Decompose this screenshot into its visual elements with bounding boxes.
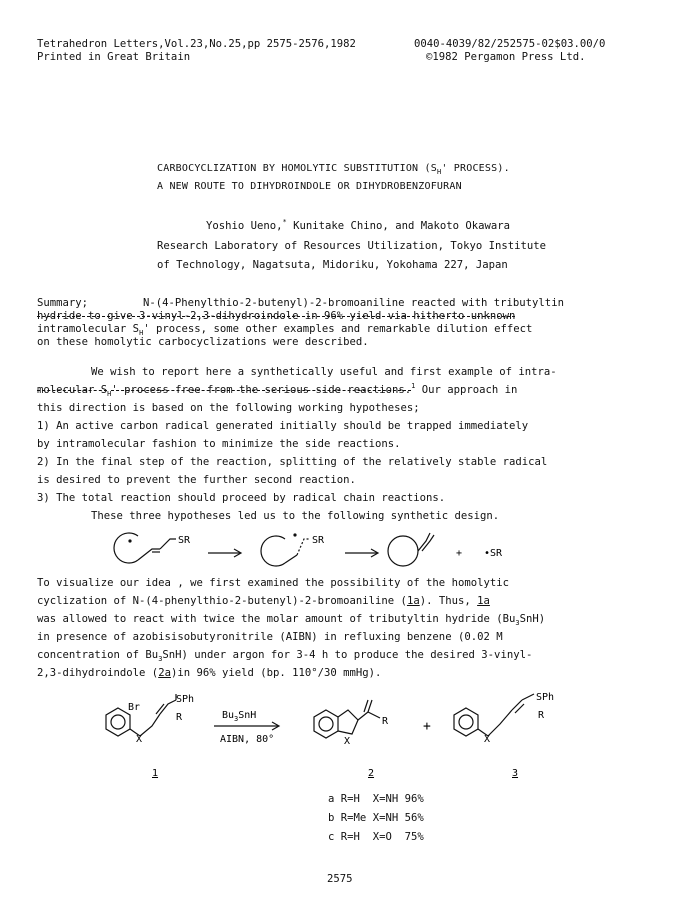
r-group-3: R <box>538 710 545 721</box>
bromo-substituent: Br <box>128 702 141 713</box>
body-line3: this direction is based on the following working hypotheses; <box>37 402 420 414</box>
sr-group-1: SR <box>178 535 191 546</box>
copyright-line: ©1982 Pergamon Press Ltd. <box>426 51 586 63</box>
affiliation-line2: of Technology, Nagatsuta, Midoriku, Yokohama 227, Japan <box>157 259 508 271</box>
body-line-design: These three hypotheses led us to the following synthetic design. <box>91 510 500 522</box>
body2-line4: in presence of azobisisobutyronitrile (AIBN) in refluxing benzene (0.02 M <box>37 631 503 643</box>
x-group-1: X <box>136 734 143 745</box>
affiliation-line1: Research Laboratory of Resources Utilization, Tokyo Institute <box>157 240 547 252</box>
body-line1: We wish to report here a synthetically useful and first example of intra- <box>91 366 557 378</box>
body2-line2: cyclization of N-(4-phenylthio-2-butenyl)-2-bromoaniline (1a). Thus, 1a <box>37 595 490 607</box>
plus-sign: + <box>423 719 431 734</box>
synthetic-design-scheme <box>100 527 580 577</box>
plus-sign: + <box>456 548 463 559</box>
printed-line: Printed in Great Britain <box>37 51 191 63</box>
summary-line4: on these homolytic carbocyclizations were described. <box>37 336 369 348</box>
reaction-scheme <box>90 690 570 780</box>
body-line2: molecular $S_H'$ process free from the serious side reactions.$^1$ Our approach in <box>37 382 518 398</box>
hypothesis-3: 3) The total reaction should proceed by radical chain reactions. <box>37 492 446 504</box>
table-row: b R=Me X=NH 56% <box>328 812 424 824</box>
hypothesis-2-line1: 2) In the final step of the reaction, splitting of the relatively stable radical <box>37 456 548 468</box>
sr-radical: •SR <box>484 548 503 559</box>
hypothesis-1-line1: 1) An active carbon radical generated initially should be trapped immediately <box>37 420 529 432</box>
x-group-2: X <box>344 736 351 747</box>
reagent-label: $Bu_3SnH$ <box>222 710 257 723</box>
hypothesis-1-line2: by intramolecular fashion to minimize the side reactions. <box>37 438 401 450</box>
summary-line1: N-(4-Phenylthio-2-butenyl)-2-bromoaniline reacted with tributyltin <box>143 297 564 309</box>
summary-label: Summary; <box>37 297 89 309</box>
body2-line1: To visualize our idea , we first examined the possibility of the homolytic <box>37 577 509 589</box>
author-list: Yoshio Ueno,* Kunitake Chino, and Makoto Okawara <box>206 218 510 232</box>
summary-line3: intramolecular $S_H'$ process, some other examples and remarkable dilution effect <box>37 323 533 337</box>
sph-group-1: SPh <box>176 694 195 705</box>
table-row: c R=H X=O 75% <box>328 831 424 843</box>
summary-line2: hydride to give 3-vinyl-2,3-dihydroindole in 96% yield via hitherto unknown <box>37 310 516 322</box>
radical-dot <box>293 533 296 536</box>
radical-dot <box>128 539 131 542</box>
conditions-label: AIBN, 80° <box>220 734 275 745</box>
body2-line3: was allowed to react with twice the molar amount of tributyltin hydride $(Bu_3SnH)$ <box>37 613 546 627</box>
issn-code: 0040-4039/82/252575-02$03.00/0 <box>414 38 606 50</box>
r-group-1: R <box>176 712 183 723</box>
body2-line6: 2,3-dihydroindole (2a)in 96% yield (bp. 110°/30 mmHg). <box>37 667 382 679</box>
paper-title-line2: A NEW ROUTE TO DIHYDROINDOLE OR DIHYDROBENZOFURAN <box>157 181 462 192</box>
journal-citation: Tetrahedron Letters,Vol.23,No.25,pp 2575-2576,1982 <box>37 38 356 50</box>
compound-label-2: 2 <box>368 768 375 779</box>
table-row: a R=H X=NH 96% <box>328 793 424 805</box>
page-number: 2575 <box>327 873 353 885</box>
compound-label-3: 3 <box>512 768 519 779</box>
compound-label-1: 1 <box>152 768 159 779</box>
r-group-2: R <box>382 716 389 727</box>
hypothesis-2-line2: is desired to prevent the further second reaction. <box>37 474 356 486</box>
sr-group-2: SR <box>312 535 325 546</box>
body2-line5: concentration of $Bu_3SnH$) under argon for 3-4 h to produce the desired 3-vinyl- <box>37 649 533 663</box>
sph-group-3: SPh <box>536 692 555 703</box>
x-group-3: X <box>484 734 491 745</box>
paper-title-line1: CARBOCYCLIZATION BY HOMOLYTIC SUBSTITUTION ($S_H'$ PROCESS). <box>157 163 510 176</box>
